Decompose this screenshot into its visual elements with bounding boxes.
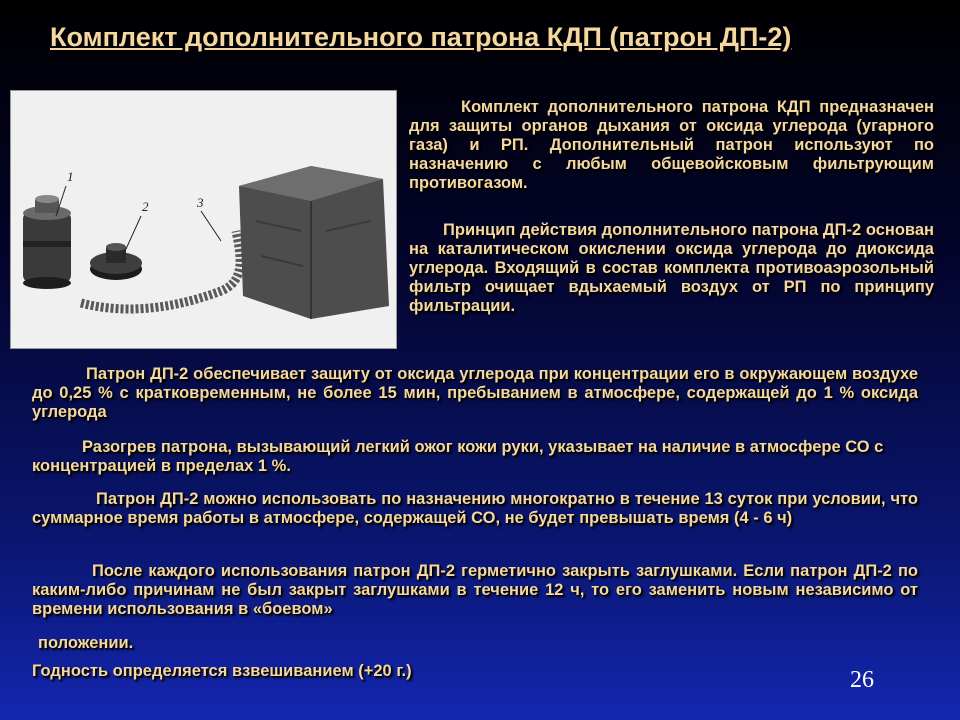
paragraph-purpose: Комплект дополнительного патрона КДП предназначен для защиты органов дыхания от оксида углерода (угарного газа) и РП. Дополнительный патрон используют по назначению с любым общевойсковым фильтрующим противогазом.: [409, 98, 934, 192]
paragraph-reuse: Патрон ДП-2 можно использовать по назначению многократно в течение 13 суток при условии, что суммарное время работы в атмосфере, содержащей СО, не будет превышать время (4 - 6 ч): [32, 490, 918, 527]
paragraph-suitability: Годность определяется взвешиванием (+20 г.): [32, 662, 412, 680]
slide-title: Комплект дополнительного патрона КДП (патрон ДП-2): [50, 22, 792, 52]
page-number: 26: [850, 667, 874, 693]
callout-2-label: 2: [142, 199, 149, 214]
kdp-kit-photo: [10, 90, 397, 349]
kit-bag-image: [239, 166, 389, 319]
paragraph-heating: Разогрев патрона, вызывающий легкий ожог кожи руки, указывает на наличие в атмосфере СО с концентрацией в пределах 1 %.: [32, 438, 884, 475]
paragraph-protection: Патрон ДП-2 обеспечивает защиту от оксида углерода при концентрации его в окружающем воздухе до 0,25 % с кратковременным, не более 15 мин, пребыванием в атмосфере, содержащей до 1 % оксида углерода: [32, 365, 918, 421]
paragraph-storage: После каждого использования патрон ДП-2 герметично закрыть заглушками. Если патрон ДП-2 по каким-либо причинам не был закрыт заглушками в течение 12 ч, то его заменить новым независимо от времени использования в «боевом»: [32, 562, 918, 618]
paragraph-storage-tail: положении.: [38, 634, 134, 652]
callout-3-label: 3: [197, 195, 204, 210]
kdp-kit-illustration: [11, 91, 396, 348]
callout-1-label: 1: [67, 169, 74, 184]
cartridge-dp2-image: [23, 195, 71, 289]
paragraph-principle: Принцип действия дополнительного патрона ДП-2 основан на каталитическом окислении оксида углерода до диоксида углерода. Входящий в состав комплекта противоаэрозольный фильтр очищает вдыхаемый воздух от РП по принципу фильтрации.: [409, 221, 934, 315]
